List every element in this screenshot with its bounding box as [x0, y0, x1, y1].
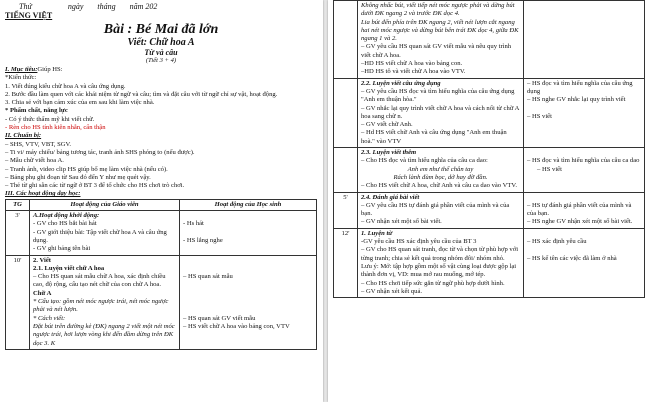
document-page-right — [328, 0, 650, 402]
objectives-heading: I. Mục tiêu: — [5, 66, 38, 73]
lesson-subtitle: Viết: Chữ hoa A — [127, 37, 195, 48]
table-row: 2.3. Luyện viết thêm – Cho HS đọc và tìm hiểu nghĩa của câu ca dao: Anh em như thể chân tay Rách lành đùm bọc, dở hay đỡ đần. – Cho HS viết chữ A hoa, chữ Anh và câu ca dao vào VTV. – HS đọc và tìm hiểu nghĩa của câu ca dao – HS viết — [334, 148, 645, 192]
header-time: TG — [6, 199, 30, 210]
table-row: 2.2. Luyện viết câu ứng dụng – GV yêu cầu HS đọc và tìm hiểu nghĩa của câu ứng dụng "Anh em thuận hòa." – GV nhắc lại quy trình viết chữ A hoa và cách nối từ chữ A hoa sang chữ n. – GV viết chữ Anh. – Hd HS viết chữ Anh và câu ứng dụng "Anh em thuận hoà." vào VTV – HS đọc và tìm hiểu nghĩa của câu ứng dụng – HS nghe GV nhắc lại quy trình viết – HS viết — [334, 78, 645, 147]
table-row: 3' A.Hoạt động khởi động: - GV cho HS bắt bài hát - GV giới thiệu bài: Tập viết chữ hoa A và câu ứng dụng. - GV ghi bảng tên bài - Hs hát - HS lắng nghe — [6, 211, 317, 255]
activities-table-continued — [333, 0, 645, 298]
header-student: Hoạt động của Học sinh — [180, 199, 317, 210]
table-row: 12' 1. Luyện từ -GV yêu cầu HS xác định yêu cầu của BT 3 – GV cho HS quan sát tranh, đọc từ và chọn từ phù hợp với từng tranh; chia sẻ kết quả trong nhóm đôi/ nhóm nhỏ. Lưu ý: Mở: tập hợp gồm một số vật cùng loại được gộp lại thành đơn vị, VD: mua mớ rau muống, mớ tép. – Cho HS chơi tiếp sức gắn từ ngữ phù hợp dưới hình. – GV nhận xét kết quả. – HS xác định yêu cầu – HS kể tên các việc đã làm ở nhà — [334, 228, 645, 297]
date-line: Thứ ngày tháng năm 202 — [19, 2, 158, 11]
objectives-section: I. Mục tiêu:Giúp HS: *Kiến thức: 1. Viết đúng kiểu chữ hoa A và câu ứng dụng. 2. Bước đầu làm quen với các khái niệm từ ngữ và câu; tìm và đặt câu với từ ngữ chỉ sự vật, hoạt động. 3. Chia sẻ với bạn cảm xúc của em sau khi làm việc nhà. * Phẩm chất, năng lực - Có ý thức thẩm mỹ khi viết chữ. - Rèn cho HS tính kiên nhẫn, cẩn thận II. Chuẩn bị: – SHS, VTV, VBT, SGV. – Ti vi/ máy chiếu/ bảng tương tác, tranh ảnh SHS phóng to (nếu được). – Mẫu chữ viết hoa A. – Tranh ảnh, video clip HS giúp bố mẹ làm việc nhà (nếu có). – Bảng phụ ghi đoạn từ Sau đó đến Y như mẹ quét vậy. – Thẻ từ ghi sẵn các từ ngữ ở BT 3 để tổ chức cho HS chơi trò chơi. III. Các hoạt động dạy học: — [5, 66, 317, 199]
lesson-title: Bài : Bé Mai đã lớn — [103, 22, 219, 37]
activities-table — [5, 199, 317, 350]
lesson-subtitle-2: Từ và câu — [144, 48, 178, 57]
preparation-heading: II. Chuẩn bị: — [5, 132, 42, 140]
table-row: 10' 2. Viết 2.1. Luyện viết chữ A hoa – Cho HS quan sát mẫu chữ A hoa, xác định chiều cao, độ rộng, cấu tạo nét chữ của con chữ A hoa. Chữ A * Cấu tạo: gồm nét móc ngược trái, nét móc ngược phải và nét lượn. * Cách viết: Đặt bút trên đường kẻ (ĐK) ngang 2 viết một nét móc ngược trái, hơi lượn vòng khi đến đầm dừng trên ĐK dọc 3. K – HS quan sát mẫu – HS quan sát GV viết mẫu – HS viết chữ A hoa vào bảng con, VTV — [6, 255, 317, 349]
header-teacher: Hoạt động của Giáo viên — [30, 199, 180, 210]
subject-heading: TIẾNG VIỆT — [5, 11, 53, 20]
table-row: 5' 2.4. Đánh giá bài viết – GV yêu cầu HS tự đánh giá phần viết của mình và của bạn. – GV nhận xét một số bài viết. – HS tự đánh giá phần viết của mình và của bạn. – HS nghe GV nhận xét một số bài viết. — [334, 192, 645, 228]
table-row: Không nhấc bút, viết tiếp nét móc ngược phải và dừng bút dưới ĐK ngang 2 và trước ĐK dọc 4. Lia bút đến phía trên ĐK ngang 2, viết nét lượn cắt ngang hai nét móc ngược và dừng bút bên trái ĐK dọc 4, giữa ĐK ngang 1 và 2. – GV yêu cầu HS quan sát GV viết mẫu và nêu quy trình viết chữ A hoa. –HD HS viết chữ A hoa vào bảng con. –HD HS tô và viết chữ A hoa vào VTV. — [334, 1, 645, 79]
activities-heading: III. Các hoạt động dạy học: — [5, 190, 81, 198]
lesson-periods: (Tiết 3 + 4) — [145, 57, 177, 64]
table-header-row — [6, 199, 317, 210]
document-page-left — [0, 0, 323, 402]
